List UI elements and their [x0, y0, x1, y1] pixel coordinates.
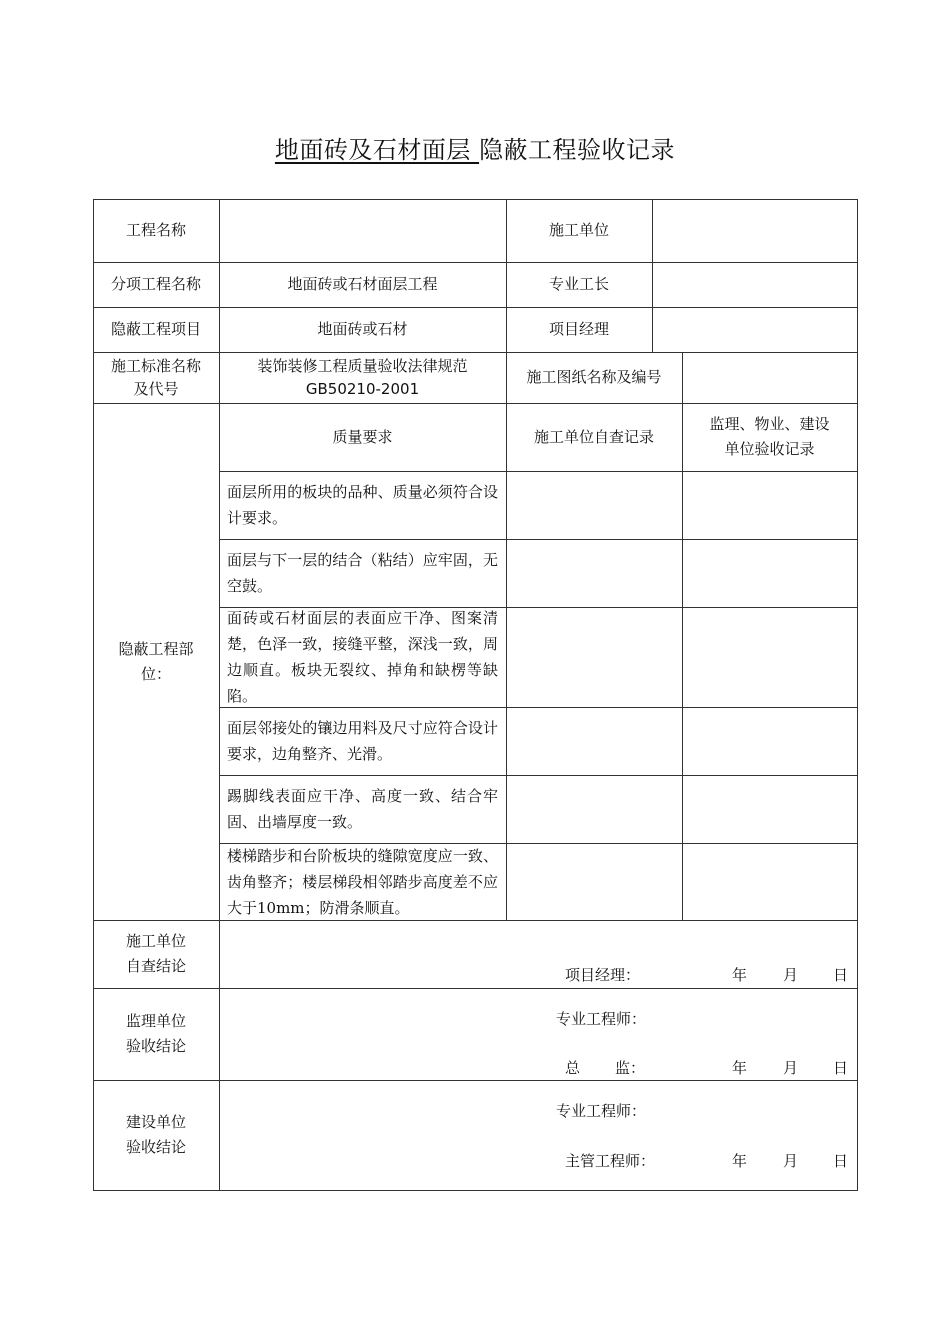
standard-value-line-1: 装饰装修工程质量验收法律规范	[257, 356, 468, 375]
project-name-field[interactable]	[219, 199, 506, 262]
construction-conclusion-line-2: 自查结论	[125, 957, 186, 975]
supervision-chief-b: 监：	[615, 1059, 646, 1077]
sub-project-label: 分项工程名称	[110, 275, 201, 293]
title-part-2: 隐蔽工程验收记录	[479, 136, 676, 164]
supervision-cell-4[interactable]	[682, 707, 857, 775]
requirement-2: 面层与下一层的结合（粘结）应牢固，无空鼓。	[227, 551, 498, 595]
supervision-cell-2[interactable]	[682, 539, 857, 607]
sub-project-field[interactable]: 地面砖或石材面层工程	[287, 275, 438, 293]
foreman-field[interactable]	[652, 262, 857, 307]
owner-engineer-sign-label: 专业工程师：	[556, 1102, 647, 1120]
col-supervision-line-2: 单位验收记录	[724, 440, 815, 458]
owner-date-day: 日	[833, 1152, 849, 1170]
construction-unit-field[interactable]	[652, 199, 857, 262]
col-supervision-header	[682, 403, 857, 471]
construction-date-day: 日	[833, 966, 849, 984]
construction-conclusion-label	[93, 920, 219, 988]
inspection-location-line-1: 隐蔽工程部	[118, 639, 194, 658]
drawing-field[interactable]	[682, 352, 857, 403]
construction-date-year: 年	[732, 966, 748, 984]
supervision-conclusion-field[interactable]	[220, 989, 857, 1080]
construction-date-month: 月	[783, 966, 799, 984]
standard-label-line-1: 施工标准名称	[110, 356, 201, 375]
supervision-cell-3[interactable]	[682, 607, 857, 707]
owner-conclusion-line-1: 建设单位	[125, 1113, 186, 1131]
supervision-cell-5[interactable]	[682, 775, 857, 843]
supervision-conclusion-line-2: 验收结论	[125, 1037, 186, 1055]
owner-conclusion-label	[93, 1080, 219, 1190]
col-quality-header: 质量要求	[332, 427, 393, 446]
self-check-cell-5[interactable]	[506, 775, 682, 843]
hidden-item-field[interactable]: 地面砖或石材	[317, 320, 408, 338]
supervision-conclusion-label	[93, 988, 219, 1080]
project-manager-label: 项目经理	[548, 320, 609, 338]
standard-label-line-2: 及代号	[133, 379, 179, 398]
supervision-chief-a: 总	[565, 1059, 581, 1077]
supervision-date-month: 月	[783, 1059, 799, 1077]
page-title	[0, 130, 950, 165]
owner-date-year: 年	[732, 1152, 748, 1170]
standard-field[interactable]	[219, 352, 506, 403]
requirement-1: 面层所用的板块的品种、质量必须符合设计要求。	[227, 483, 498, 527]
project-manager-field[interactable]	[652, 307, 857, 352]
owner-date-month: 月	[783, 1152, 799, 1170]
supervision-engineer-sign-label: 专业工程师：	[556, 1010, 647, 1028]
owner-conclusion-field[interactable]	[220, 1081, 857, 1190]
hidden-item-label: 隐蔽工程项目	[110, 320, 201, 338]
requirement-5: 踢脚线表面应干净、高度一致、结合牢固、出墙厚度一致。	[227, 787, 498, 831]
title-part-1: 地面砖及石材面层	[274, 136, 480, 164]
supervision-conclusion-line-1: 监理单位	[125, 1012, 186, 1030]
col-supervision-line-1: 监理、物业、建设	[709, 415, 830, 433]
owner-conclusion-line-2: 验收结论	[125, 1138, 186, 1156]
self-check-cell-4[interactable]	[506, 707, 682, 775]
construction-conclusion-field[interactable]	[220, 921, 857, 988]
inspection-location-label	[93, 403, 219, 920]
col-self-check-header: 施工单位自查记录	[533, 427, 654, 446]
foreman-label: 专业工长	[548, 275, 609, 293]
requirement-3: 面砖或石材面层的表面应干净、图案清楚，色泽一致，接缝平整，深浅一致，周边顺直。板块无裂纹、掉角和缺楞等缺陷。	[227, 609, 498, 705]
self-check-cell-6[interactable]	[506, 843, 682, 920]
supervision-date-year: 年	[732, 1059, 748, 1077]
construction-conclusion-line-1: 施工单位	[125, 932, 186, 950]
project-name-label: 工程名称	[125, 221, 186, 239]
requirement-6: 楼梯踏步和台阶板块的缝隙宽度应一致、齿角整齐；楼层梯段相邻踏步高度差不应大于10mm；防滑条顺直。	[227, 846, 498, 917]
self-check-cell-2[interactable]	[506, 539, 682, 607]
supervision-cell-1[interactable]	[682, 471, 857, 539]
standard-label	[93, 352, 219, 403]
supervision-cell-6[interactable]	[682, 843, 857, 920]
construction-unit-label: 施工单位	[548, 221, 609, 239]
owner-chief-sign-label: 主管工程师：	[565, 1152, 656, 1170]
self-check-cell-1[interactable]	[506, 471, 682, 539]
construction-manager-sign-label: 项目经理：	[565, 966, 641, 984]
requirement-4: 面层邻接处的镶边用料及尺寸应符合设计要求，边角整齐、光滑。	[227, 719, 498, 763]
standard-value-line-2: GB50210-2001	[305, 379, 420, 398]
self-check-cell-3[interactable]	[506, 607, 682, 707]
inspection-location-line-2: 位：	[140, 664, 171, 683]
drawing-label: 施工图纸名称及编号	[526, 368, 662, 386]
supervision-date-day: 日	[833, 1059, 849, 1077]
